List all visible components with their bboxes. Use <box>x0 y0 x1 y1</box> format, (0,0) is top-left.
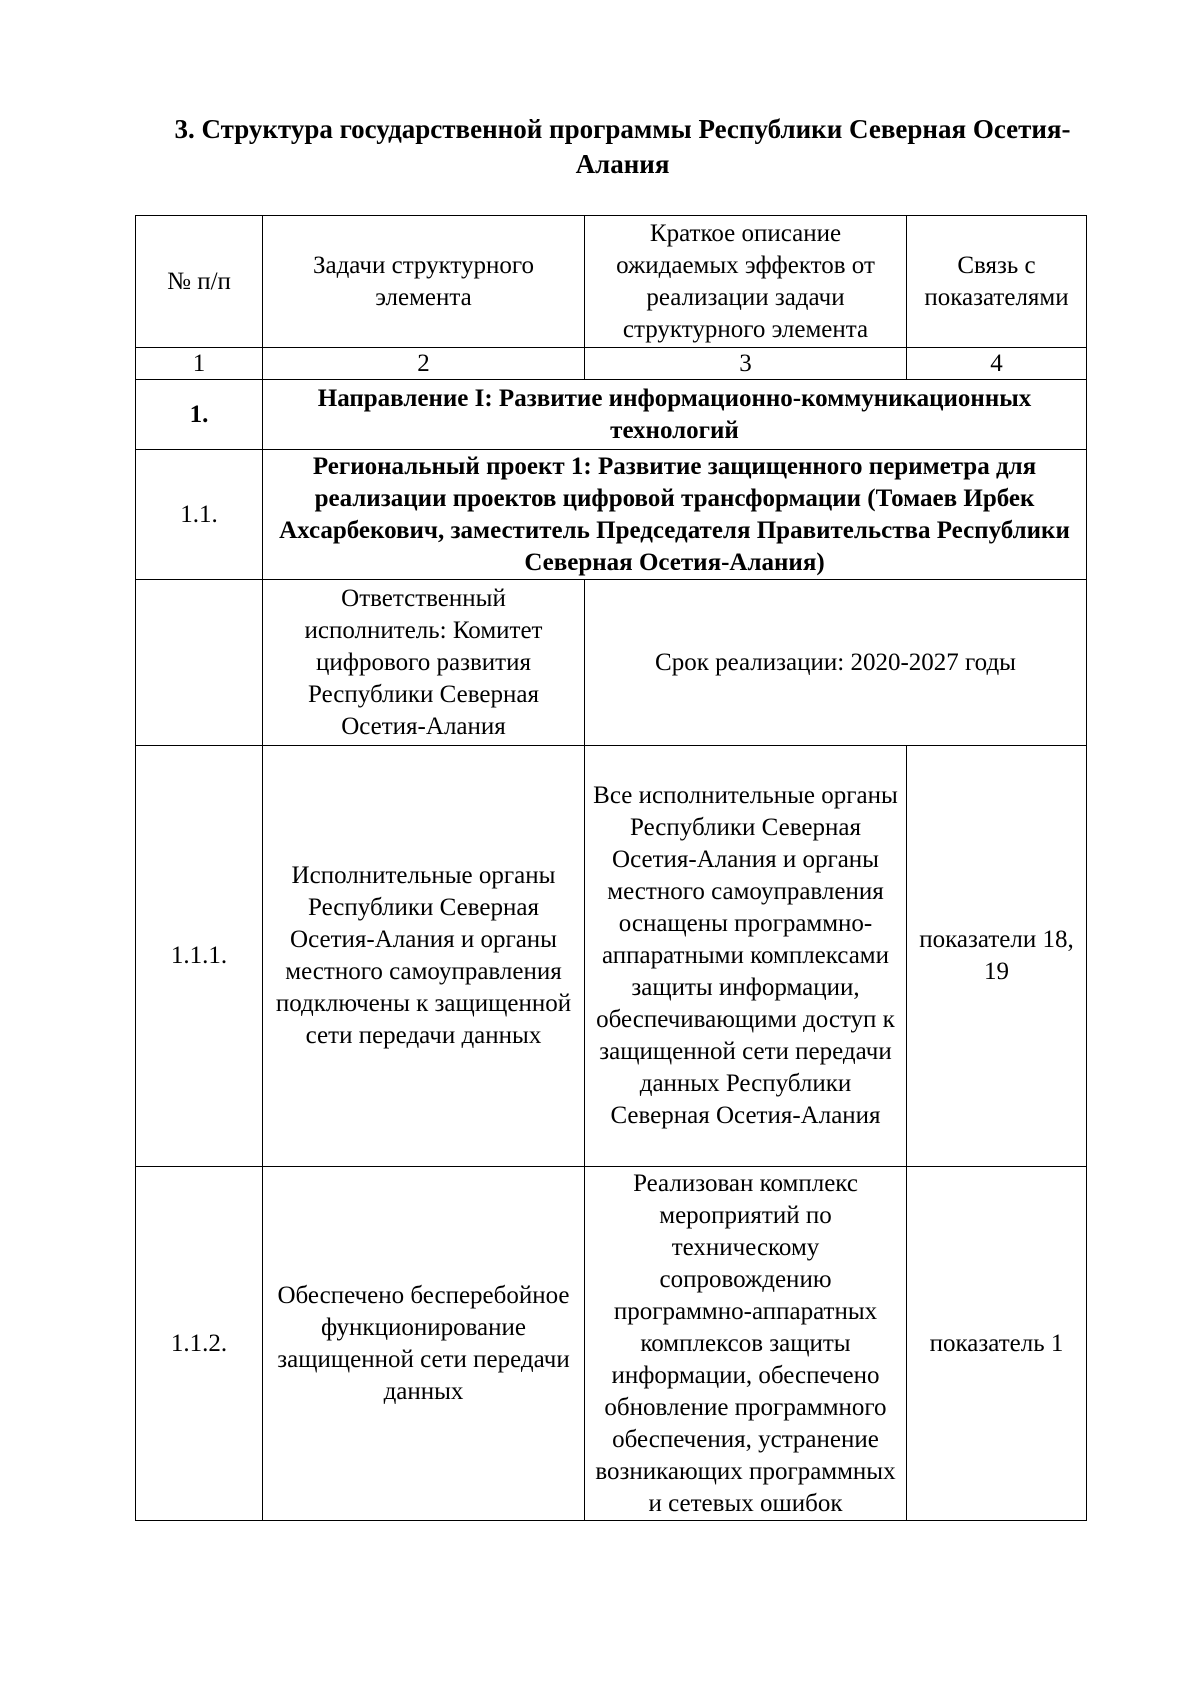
row-num: 1.1.1. <box>136 746 263 1167</box>
project-row <box>136 450 1087 580</box>
row-task: Обеспечено бесперебойное функционирование защищенной сети передачи данных <box>263 1167 585 1521</box>
table-row <box>136 746 1087 1167</box>
direction-row <box>136 380 1087 450</box>
column-number-row <box>136 348 1087 380</box>
row-link: показатели 18, 19 <box>907 746 1087 1167</box>
header-row <box>136 216 1087 348</box>
responsible-empty-cell <box>136 580 263 746</box>
column-number-2: 2 <box>263 348 585 380</box>
row-task: Исполнительные органы Республики Северная Осетия-Алания и органы местного самоуправления подключены к защищенной сети передачи данных <box>263 746 585 1167</box>
header-tasks: Задачи структурного элемента <box>263 216 585 348</box>
responsible-row <box>136 580 1087 746</box>
page-title: 3. Структура государственной программы Республики Северная Осетия-Алания <box>174 114 1071 179</box>
row-num: 1.1.2. <box>136 1167 263 1521</box>
table-row <box>136 1167 1087 1521</box>
direction-num: 1. <box>136 380 263 450</box>
column-number-3: 3 <box>585 348 907 380</box>
column-number-4: 4 <box>907 348 1087 380</box>
implementation-period: Срок реализации: 2020-2027 годы <box>585 580 1087 746</box>
row-effect: Все исполнительные органы Республики Северная Осетия-Алания и органы местного самоуправления оснащены программно-аппаратными комплексами защиты информации, обеспечивающими доступ к защищенной сети передачи данных Республики Северная Осетия-Алания <box>585 746 907 1167</box>
project-num: 1.1. <box>136 450 263 580</box>
row-link: показатель 1 <box>907 1167 1087 1521</box>
column-number-1: 1 <box>136 348 263 380</box>
header-link: Связь с показателями <box>907 216 1087 348</box>
responsible-executor: Ответственный исполнитель: Комитет цифрового развития Республики Северная Осетия-Алания <box>263 580 585 746</box>
header-effects: Краткое описание ожидаемых эффектов от реализации задачи структурного элемента <box>585 216 907 348</box>
header-num: № п/п <box>136 216 263 348</box>
structure-table <box>135 215 1087 1521</box>
direction-title: Направление I: Развитие информационно-коммуникационных технологий <box>263 380 1087 450</box>
project-title: Региональный проект 1: Развитие защищенного периметра для реализации проектов цифровой трансформации (Томаев Ирбек Ахсарбекович, заместитель Председателя Правительства Республики Северная Осетия-Алания) <box>263 450 1087 580</box>
row-effect: Реализован комплекс мероприятий по техническому сопровождению программно-аппаратных комплексов защиты информации, обеспечено обновление программного обеспечения, устранение возникающих программных и сетевых ошибок <box>585 1167 907 1521</box>
